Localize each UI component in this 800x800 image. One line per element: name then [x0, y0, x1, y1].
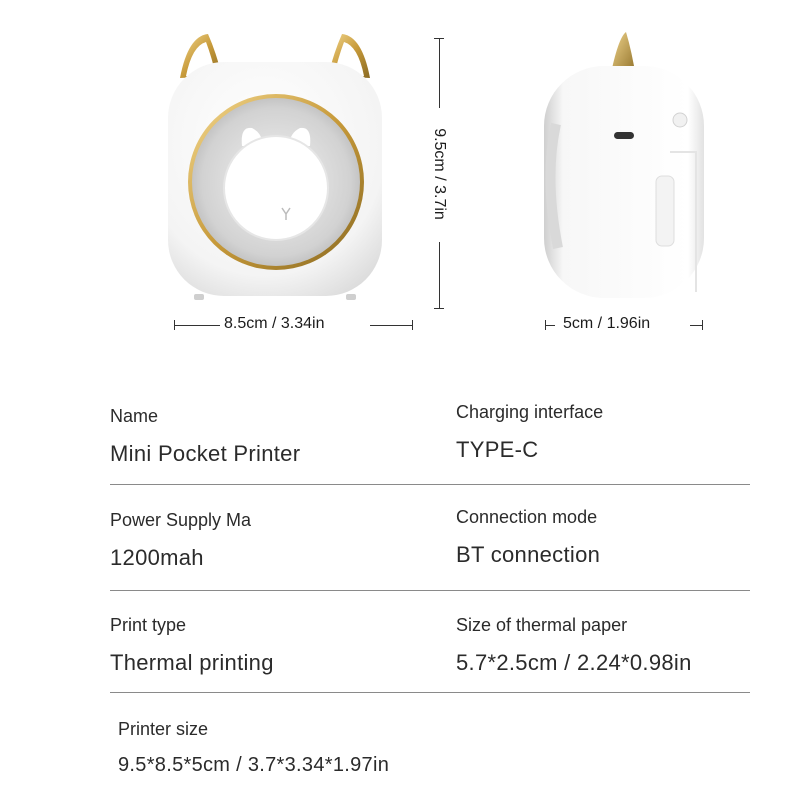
spec-key: Print type [110, 615, 187, 635]
width-dimension-label: 8.5cm / 3.34in [224, 315, 325, 332]
printer-side-image [536, 28, 716, 318]
spec-item-name [110, 406, 300, 467]
spec-key: Size of thermal paper [456, 615, 628, 635]
spec-item-connection [456, 507, 600, 568]
spec-item-charging [456, 402, 603, 463]
spec-item-print-type [110, 615, 274, 676]
depth-dimension-label: 5cm / 1.96in [563, 315, 651, 332]
spec-item-paper-size [456, 615, 692, 676]
spec-value: 9.5*8.5*5cm / 3.7*3.34*1.97in [118, 754, 390, 776]
spec-key: Charging interface [456, 402, 604, 422]
spec-key: Power Supply Ma [110, 510, 252, 530]
depth-dim-line-left [545, 325, 555, 326]
spec-key: Printer size [118, 719, 209, 739]
printer-front-image [160, 28, 390, 308]
depth-dim-line-right [690, 325, 702, 326]
width-dim-right-tick [412, 320, 413, 330]
spec-value: BT connection [456, 542, 601, 567]
spec-key: Name [110, 406, 159, 426]
spec-value: Thermal printing [110, 650, 274, 675]
row-divider [110, 484, 750, 485]
width-dim-line-right [370, 325, 412, 326]
spec-item-power [110, 510, 251, 571]
height-dim-line-bottom [439, 242, 440, 308]
height-dim-bottom-tick [434, 308, 444, 309]
spec-item-printer-size [118, 719, 389, 777]
spec-key: Connection mode [456, 507, 598, 527]
width-dim-line-left [174, 325, 220, 326]
spec-value: TYPE-C [456, 437, 539, 462]
row-divider [110, 692, 750, 693]
spec-value: Mini Pocket Printer [110, 441, 301, 466]
height-dimension-label: 9.5cm / 3.7in [431, 128, 448, 220]
spec-value: 5.7*2.5cm / 2.24*0.98in [456, 650, 692, 675]
spec-value: 1200mah [110, 545, 204, 570]
height-dim-line-top [439, 38, 440, 108]
row-divider [110, 590, 750, 591]
depth-dim-right-tick [702, 320, 703, 330]
